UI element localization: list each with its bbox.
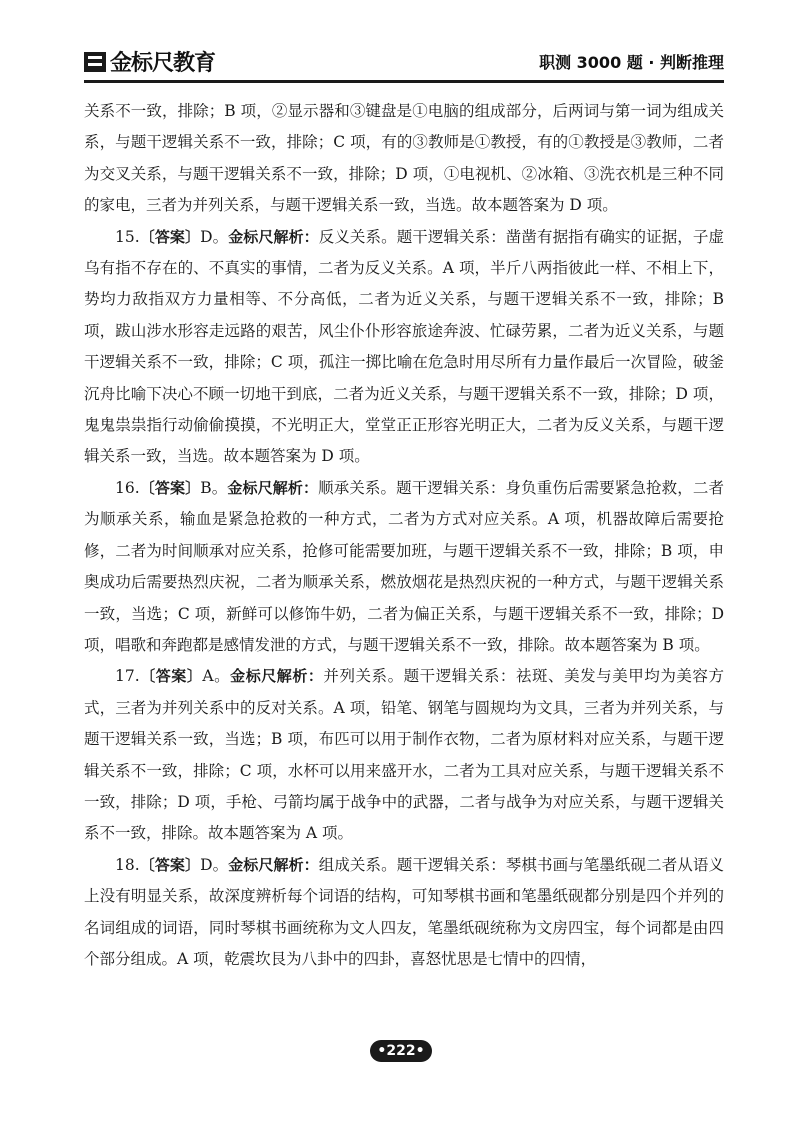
- analysis-label: 金标尺解析：: [228, 227, 319, 246]
- question-number: 15.: [115, 227, 140, 246]
- analysis-text: 顺承关系。题干逻辑关系：身负重伤后需要紧急抢救，二者为顺承关系，输血是紧急抢救的一种方式，二者为方式对应关系。A 项，机器故障后需要抢修，二者为时间顺承对应关系，抢修可能需要加班，与题干逻辑关系不一致，排除；B 项，申奥成功后需要热烈庆祝，二者为顺承关系，燃放烟花是热烈庆祝的一种方式，与题干逻辑关系一致，当选；C 项，新鲜可以修饰牛奶，二者为偏正关系，与题干逻辑关系不一致，排除；D 项，唱歌和奔跑都是感情发泄的方式，与题干逻辑关系不一致，排除。故本题答案为 B 项。: [84, 478, 724, 654]
- answer-tag: 〔答案〕: [139, 478, 201, 497]
- page-number-badge: •222•: [370, 1040, 432, 1062]
- analysis-text: 反义关系。题干逻辑关系：凿凿有据指有确实的证据，子虚乌有指不存在的、不真实的事情，二者为反义关系。A 项，半斤八两指彼此一样、不相上下，势均力敌指双方力量相等、不分高低，二者为近义关系，与题干逻辑关系不一致，排除；B 项，跋山涉水形容走远路的艰苦，风尘仆仆形容旅途奔波、忙碌劳累，二者为近义关系，与题干逻辑关系不一致，排除；C 项，孤注一掷比喻在危急时用尽所有力量作最后一次冒险，破釜沉舟比喻下决心不顾一切地干到底，二者为近义关系，与题干逻辑关系不一致，排除；D 项，鬼鬼祟祟指行动偷偷摸摸，不光明正大，堂堂正正形容光明正大，二者为反义关系，与题干逻辑关系一致，当选。故本题答案为 D 项。: [84, 227, 724, 466]
- continuation-paragraph: 关系不一致，排除；B 项，②显示器和③键盘是①电脑的组成部分，后两词与第一词为组成关系，与题干逻辑关系不一致，排除；C 项，有的③教师是①教授，有的①教授是③教师，二者为交叉关系，与题干逻辑关系不一致，排除；D 项，①电视机、②冰箱、③洗衣机是三种不同的家电，三者为并列关系，与题干逻辑关系一致，当选。故本题答案为 D 项。: [84, 102, 724, 215]
- answer-17: [84, 661, 724, 849]
- analysis-text: 并列关系。题干逻辑关系：祛斑、美发与美甲均为美容方式，三者为并列关系中的反对关系。A 项，铅笔、钢笔与圆规均为文具，三者为并列关系，与题干逻辑关系一致，当选；B 项，布匹可以用于制作衣物，二者为原材料对应关系，与题干逻辑关系不一致，排除；C 项，水杯可以用来盛开水，二者为工具对应关系，与题干逻辑关系不一致，排除；D 项，手枪、弓箭均属于战争中的武器，二者与战争为对应关系，与题干逻辑关系不一致，排除。故本题答案为 A 项。: [84, 667, 724, 843]
- question-number: 17.: [115, 667, 140, 686]
- answer-16: [84, 473, 724, 661]
- answer-tag: 〔答案〕: [139, 227, 201, 246]
- analysis-label: 金标尺解析：: [228, 855, 319, 874]
- answer-15: [84, 222, 724, 473]
- brand-logo-icon: [84, 52, 106, 72]
- answer-letter: D。: [200, 227, 229, 246]
- page-body: [84, 96, 724, 975]
- answer-tag: 〔答案〕: [139, 667, 203, 686]
- brand-logo: [84, 46, 215, 77]
- analysis-label: 金标尺解析：: [230, 667, 324, 686]
- answer-letter: A。: [202, 667, 231, 686]
- page-header: [84, 40, 724, 83]
- brand-name: 金标尺教育: [110, 51, 216, 76]
- answer-18: [84, 850, 724, 976]
- analysis-text: 组成关系。题干逻辑关系：琴棋书画与笔墨纸砚二者从语义上没有明显关系，故深度辨析每个词语的结构，可知琴棋书画和笔墨纸砚都分别是四个并列的名词组成的词语，同时琴棋书画统称为文人四友，笔墨纸砚统称为文房四宝，每个词都是由四个部分组成。A 项，乾震坎艮为八卦中的四卦，喜怒忧思是七情中的四情，: [84, 855, 724, 968]
- answer-letter: D。: [200, 855, 229, 874]
- question-number: 18.: [115, 855, 140, 874]
- answer-letter: B。: [200, 478, 228, 497]
- page-number: 222: [386, 1043, 416, 1059]
- question-number: 16.: [115, 478, 140, 497]
- book-series-title: 职测 3000 题 · 判断推理: [539, 53, 724, 72]
- answer-tag: 〔答案〕: [139, 855, 201, 874]
- analysis-label: 金标尺解析：: [227, 478, 319, 497]
